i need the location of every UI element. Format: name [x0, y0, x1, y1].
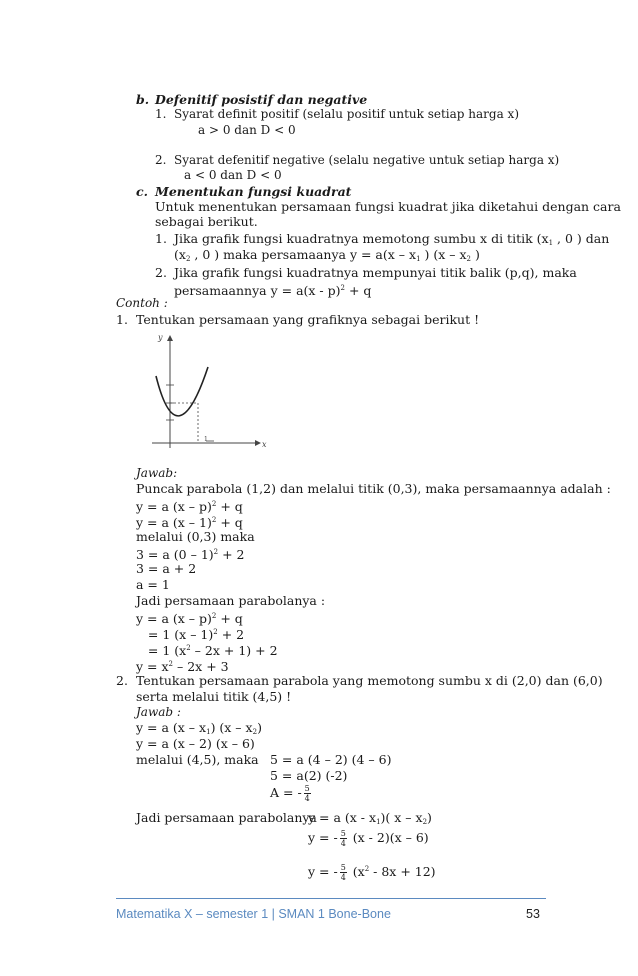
section-c-intro-line2: sebagai berikut. — [155, 214, 258, 229]
answer1-line9: y = a (x – p)$^2$ + q — [136, 611, 243, 626]
section-b-item1-num: 1. — [155, 107, 167, 121]
section-c-marker: c. — [136, 184, 148, 199]
answer1-line12: $y = x^2 - 2x + 3$ — [136, 659, 229, 674]
answer2-line1: y = a $(x - x_1)$ $(x - x_2)$ — [136, 720, 262, 736]
section-c-item1-num: 1. — [155, 231, 167, 246]
section-b-marker: b. — [136, 92, 150, 107]
footer-text: Matematika X – semester 1 | SMAN 1 Bone-Bone — [116, 907, 391, 921]
answer1-line5: 3 = a (0 – 1)$^2$ + 2 — [136, 547, 245, 562]
section-b-item1-text: Syarat definit positif (selalu positif untuk setiap harga x) — [174, 107, 520, 121]
x-axis-label: x — [262, 440, 267, 449]
answer1-line7: a = 1 — [136, 577, 170, 592]
answer2-label: Jawab : — [136, 705, 181, 719]
answer1-label: Jawab: — [136, 466, 178, 480]
section-c-item1-line2: ($x_2$ , 0 ) maka persamaanya $y = a(x - x_1$ ) ($x - x_2$ ) — [174, 247, 480, 263]
parabola-graph — [148, 328, 278, 458]
answer2-line6-left: Jadi persamaan parabolanya — [136, 810, 317, 825]
y-axis-label: y — [158, 333, 163, 342]
section-b-item1-condition: a > 0 dan D < 0 — [198, 123, 296, 137]
answer1-line3: y = a (x – 1)$^2$ + q — [136, 515, 243, 530]
question2-line2: serta melalui titik (4,5) ! — [136, 689, 292, 704]
answer1-line6: 3 = a + 2 — [136, 561, 197, 576]
section-c-item1-line1: Jika grafik fungsi kuadratnya memotong sumbu x di titik ($x_1$ , 0 ) dan — [174, 231, 610, 247]
answer2-line8: y = - $\frac{5}{4}$ $(x^2 - 8x + 12)$ — [308, 863, 436, 882]
answer2-line3-right: 5 = a (4 – 2) (4 – 6) — [270, 752, 392, 767]
answer2-line5: A = - $\frac{5}{4}$ — [270, 784, 310, 803]
answer1-line2: y = a (x – p)$^2$ + q — [136, 499, 243, 514]
page-number: 53 — [526, 907, 540, 921]
question1-num: 1. — [116, 312, 128, 327]
section-b-item2-num: 2. — [155, 153, 167, 167]
answer1-line8: Jadi persamaan parabolanya : — [136, 593, 326, 608]
section-b-item2-condition: a < 0 dan D < 0 — [184, 168, 282, 182]
fraction: $\frac{5}{4}$ — [340, 829, 346, 848]
answer1-line1: Puncak parabola (1,2) dan melalui titik (0,3), maka persamaannya adalah : — [136, 481, 611, 496]
section-c-item2-line2: persamaannya y = a(x - p)$^2$ + q — [174, 283, 372, 298]
section-c-title: Menentukan fungsi kuadrat — [155, 184, 352, 199]
answer2-line7: y = - $\frac{5}{4}$ (x - 2)(x – 6) — [308, 829, 429, 848]
x-tick-label: 1 — [204, 436, 208, 443]
question2-line1: Tentukan persamaan parabola yang memotong sumbu x di (2,0) dan (6,0) — [136, 673, 603, 688]
fraction: $\frac{5}{4}$ — [340, 863, 346, 882]
section-b-title: Defenitif posistif dan negative — [155, 92, 368, 107]
contoh-label: Contoh : — [116, 296, 168, 310]
section-c-intro-line1: Untuk menentukan persamaan fungsi kuadrat jika diketahui dengan cara — [155, 199, 621, 214]
answer1-line10: = 1 (x – 1)$^2$ + 2 — [136, 627, 245, 642]
section-b-item2-text: Syarat defenitif negative (selalu negative untuk setiap harga x) — [174, 153, 560, 167]
answer2-line4: 5 = a(2) (-2) — [270, 768, 348, 783]
fraction: $\frac{5}{4}$ — [304, 784, 310, 803]
answer2-line2: y = a (x – 2) (x – 6) — [136, 736, 255, 751]
question2-num: 2. — [116, 673, 128, 688]
footer-rule — [116, 898, 546, 899]
section-c-item2-line1: Jika grafik fungsi kuadratnya mempunyai titik balik (p,q), maka — [174, 265, 577, 280]
parabola-curve — [156, 367, 208, 416]
question1-text: Tentukan persamaan yang grafiknya sebagai berikut ! — [136, 312, 480, 327]
answer1-line11: = 1 $(x^2 - 2x + 1) + 2$ — [136, 643, 278, 658]
answer2-line3-left: melalui (4,5), maka — [136, 752, 259, 767]
answer2-line6: y = a $(x - x_1)$( x – $x_2$) — [308, 810, 432, 826]
section-c-item2-num: 2. — [155, 265, 167, 280]
answer1-line4: melalui (0,3) maka — [136, 529, 255, 544]
